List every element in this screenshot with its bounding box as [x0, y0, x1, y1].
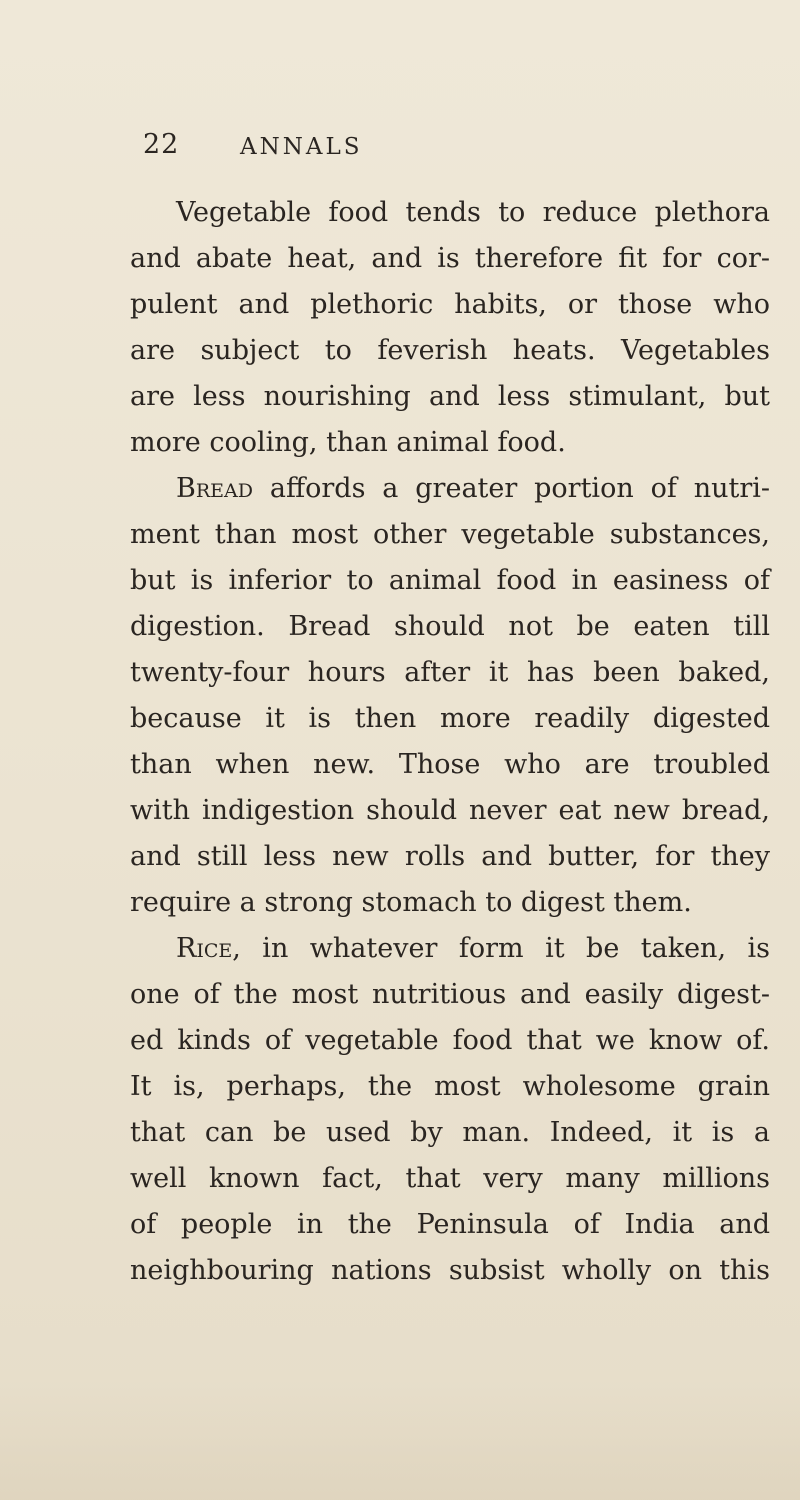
text-line: with indigestion should never eat new bread,: [130, 795, 770, 826]
text-line: Vegetable food tends to reduce plethora: [176, 197, 770, 228]
text-line: one of the most nutritious and easily digest-: [130, 979, 770, 1010]
text-line: ed kinds of vegetable food that we know of.: [130, 1025, 770, 1056]
text-line: pulent and plethoric habits, or those who: [130, 289, 770, 320]
text-line: [130, 926, 770, 972]
text-line: of people in the Peninsula of India and: [130, 1209, 770, 1240]
text-line: more cooling, than animal food.: [130, 427, 566, 458]
text-line-rest: , in whatever form it be taken, is: [232, 933, 770, 964]
text-line: but is inferior to animal food in easiness of: [130, 565, 770, 596]
paragraph-lead-word: Rice: [176, 933, 233, 964]
text-line: well known fact, that very many millions: [130, 1163, 770, 1194]
text-line: It is, perhaps, the most wholesome grain: [130, 1071, 770, 1102]
text-line: are less nourishing and less stimulant, but: [130, 381, 770, 412]
text-line: digestion. Bread should not be eaten till: [130, 611, 770, 642]
text-line: that can be used by man. Indeed, it is a: [130, 1117, 770, 1148]
paper-discoloration: [0, 1380, 800, 1500]
text-line: are subject to feverish heats. Vegetables: [130, 335, 770, 366]
text-line-rest: affords a greater portion of nutri-: [252, 473, 770, 504]
paragraph-lead-word: Bread: [176, 473, 253, 504]
running-title: ANNALS: [240, 134, 363, 160]
text-line: and abate heat, and is therefore fit for cor-: [130, 243, 770, 274]
text-line: and still less new rolls and butter, for they: [130, 841, 770, 872]
body-text: [130, 190, 770, 1294]
text-line: because it is then more readily digested: [130, 703, 770, 734]
text-line: neighbouring nations subsist wholly on this: [130, 1255, 770, 1286]
page-number: 22: [143, 129, 180, 160]
text-line: require a strong stomach to digest them.: [130, 887, 692, 918]
text-line: [130, 466, 770, 512]
text-line: than when new. Those who are troubled: [130, 749, 770, 780]
text-line: ment than most other vegetable substances,: [130, 519, 770, 550]
text-line: twenty-four hours after it has been baked,: [130, 657, 770, 688]
